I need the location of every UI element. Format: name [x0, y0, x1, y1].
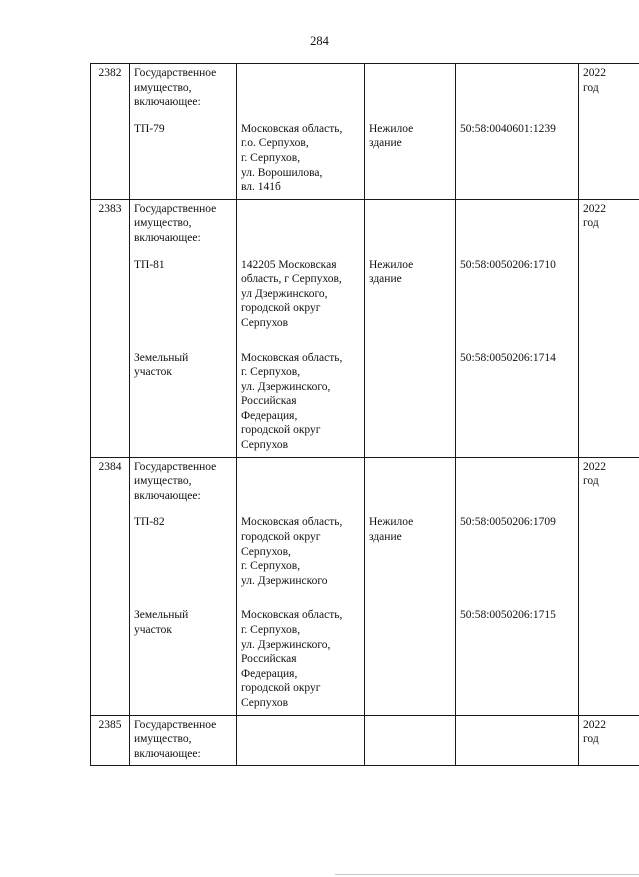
year-label: год: [583, 475, 599, 488]
object-address: г. Серпухов,: [241, 624, 301, 636]
object-address: городской округ: [241, 302, 321, 315]
object-address-block: [241, 122, 360, 195]
row-number: 2384: [98, 460, 122, 473]
object-address: г. Серпухов,: [241, 366, 301, 379]
object-address-block: [241, 351, 360, 453]
year-label: год: [583, 217, 599, 230]
type-cell: [365, 64, 456, 200]
object-name: ТП-82: [134, 516, 165, 529]
object-address: ул. Дзержинского: [241, 574, 328, 587]
year-cell: [579, 199, 639, 457]
page-number: 284: [310, 34, 329, 48]
object-name-block: [134, 258, 232, 331]
object-address: г. Серпухов,: [241, 151, 301, 164]
property-group-label: имущество,: [134, 217, 192, 230]
cadastral-cell: [456, 715, 579, 766]
object-address: г.о. Серпухов,: [241, 137, 309, 150]
cadastral-number-block: [460, 122, 574, 195]
object-address: городской округ: [241, 682, 321, 695]
cadastral-cell: [456, 457, 579, 715]
object-type-block: [369, 258, 451, 331]
property-group-label: Государственное: [134, 67, 217, 79]
object-address: Серпухов: [241, 439, 289, 452]
object-address: Федерация,: [241, 409, 298, 422]
object-address: Российская: [241, 395, 297, 408]
row-number-cell: [91, 64, 130, 200]
object-name: Земельный: [134, 351, 189, 364]
object-type-block: [369, 608, 451, 710]
object-type: здание: [369, 531, 402, 544]
object-address-block: [241, 515, 360, 588]
object-type-block: [369, 351, 451, 453]
object-address: Федерация,: [241, 667, 298, 680]
cadastral-number: 50:58:0040601:1239: [460, 122, 556, 135]
cadastral-number-block: [460, 258, 574, 331]
name-cell: [130, 64, 237, 200]
object-type-block: [369, 122, 451, 195]
object-name-block: [134, 608, 232, 710]
name-cell: [130, 199, 237, 457]
object-type: Нежилое: [369, 258, 414, 271]
object-type: Нежилое: [369, 516, 414, 529]
object-address-block: [241, 608, 360, 710]
object-address: Серпухов,: [241, 545, 291, 558]
cadastral-number: 50:58:0050206:1714: [460, 351, 556, 364]
object-name: участок: [134, 366, 172, 379]
object-name-block: [134, 122, 232, 195]
table-row: [91, 715, 639, 766]
cadastral-number: 50:58:0050206:1710: [460, 258, 556, 271]
object-address: 142205 Московская: [241, 258, 337, 271]
object-name: ТП-81: [134, 258, 165, 271]
object-address: ул. Дзержинского,: [241, 380, 331, 393]
year-label: 2022: [583, 460, 606, 473]
object-name-block: [134, 351, 232, 453]
object-name: Земельный: [134, 609, 189, 622]
address-cell: [237, 715, 365, 766]
object-address: область, г Серпухов,: [241, 273, 342, 286]
object-name: участок: [134, 624, 172, 636]
property-group-label: включающее:: [134, 489, 201, 502]
type-cell: [365, 715, 456, 766]
object-address: Московская область,: [241, 609, 343, 622]
object-type-block: [369, 515, 451, 588]
table-row: [91, 199, 639, 457]
object-type: Нежилое: [369, 122, 414, 135]
cadastral-number-block: [460, 515, 574, 588]
cadastral-number: 50:58:0050206:1709: [460, 516, 556, 529]
year-label: год: [583, 81, 599, 94]
property-group-label: включающее:: [134, 231, 201, 244]
year-cell: [579, 457, 639, 715]
object-address: Московская область,: [241, 516, 343, 529]
type-cell: [365, 457, 456, 715]
object-address: Серпухов: [241, 696, 289, 709]
object-address: городской округ: [241, 531, 321, 544]
row-number-cell: [91, 457, 130, 715]
object-address: вл. 141б: [241, 181, 281, 194]
year-label: год: [583, 733, 599, 746]
name-cell: [130, 457, 237, 715]
cadastral-number-block: [460, 351, 574, 453]
property-group-label: включающее:: [134, 96, 201, 109]
object-type: здание: [369, 137, 402, 150]
address-cell: [237, 199, 365, 457]
object-address: ул. Ворошилова,: [241, 166, 323, 179]
year-label: 2022: [583, 718, 606, 731]
object-address: Московская область,: [241, 122, 343, 135]
object-address: Серпухов: [241, 316, 289, 329]
row-number: 2383: [98, 202, 122, 215]
row-number-cell: [91, 199, 130, 457]
row-number: 2385: [98, 718, 122, 731]
cadastral-cell: [456, 64, 579, 200]
table-row: [91, 64, 639, 200]
object-address: городской округ: [241, 424, 321, 437]
object-name: ТП-79: [134, 122, 165, 135]
row-number: 2382: [98, 67, 122, 79]
property-group-label: включающее:: [134, 747, 201, 760]
property-table: [90, 63, 639, 766]
object-address: Российская: [241, 653, 297, 666]
year-cell: [579, 715, 639, 766]
object-address-block: [241, 258, 360, 331]
property-group-label: Государственное: [134, 718, 217, 731]
type-cell: [365, 199, 456, 457]
name-cell: [130, 715, 237, 766]
cadastral-cell: [456, 199, 579, 457]
object-type: здание: [369, 273, 402, 286]
object-address: ул. Дзержинского,: [241, 638, 331, 651]
property-group-label: Государственное: [134, 460, 217, 473]
cadastral-number: 50:58:0050206:1715: [460, 609, 556, 622]
address-cell: [237, 64, 365, 200]
object-address: г. Серпухов,: [241, 560, 301, 573]
scan-edge-line: [335, 874, 639, 875]
address-cell: [237, 457, 365, 715]
year-cell: [579, 64, 639, 200]
object-address: Московская область,: [241, 351, 343, 364]
object-address: ул Дзержинского,: [241, 287, 328, 300]
property-group-label: имущество,: [134, 733, 192, 746]
cadastral-number-block: [460, 608, 574, 710]
property-group-label: Государственное: [134, 202, 217, 215]
year-label: 2022: [583, 202, 606, 215]
property-group-label: имущество,: [134, 475, 192, 488]
object-name-block: [134, 515, 232, 588]
row-number-cell: [91, 715, 130, 766]
property-group-label: имущество,: [134, 81, 192, 94]
year-label: 2022: [583, 67, 606, 79]
table-row: [91, 457, 639, 715]
